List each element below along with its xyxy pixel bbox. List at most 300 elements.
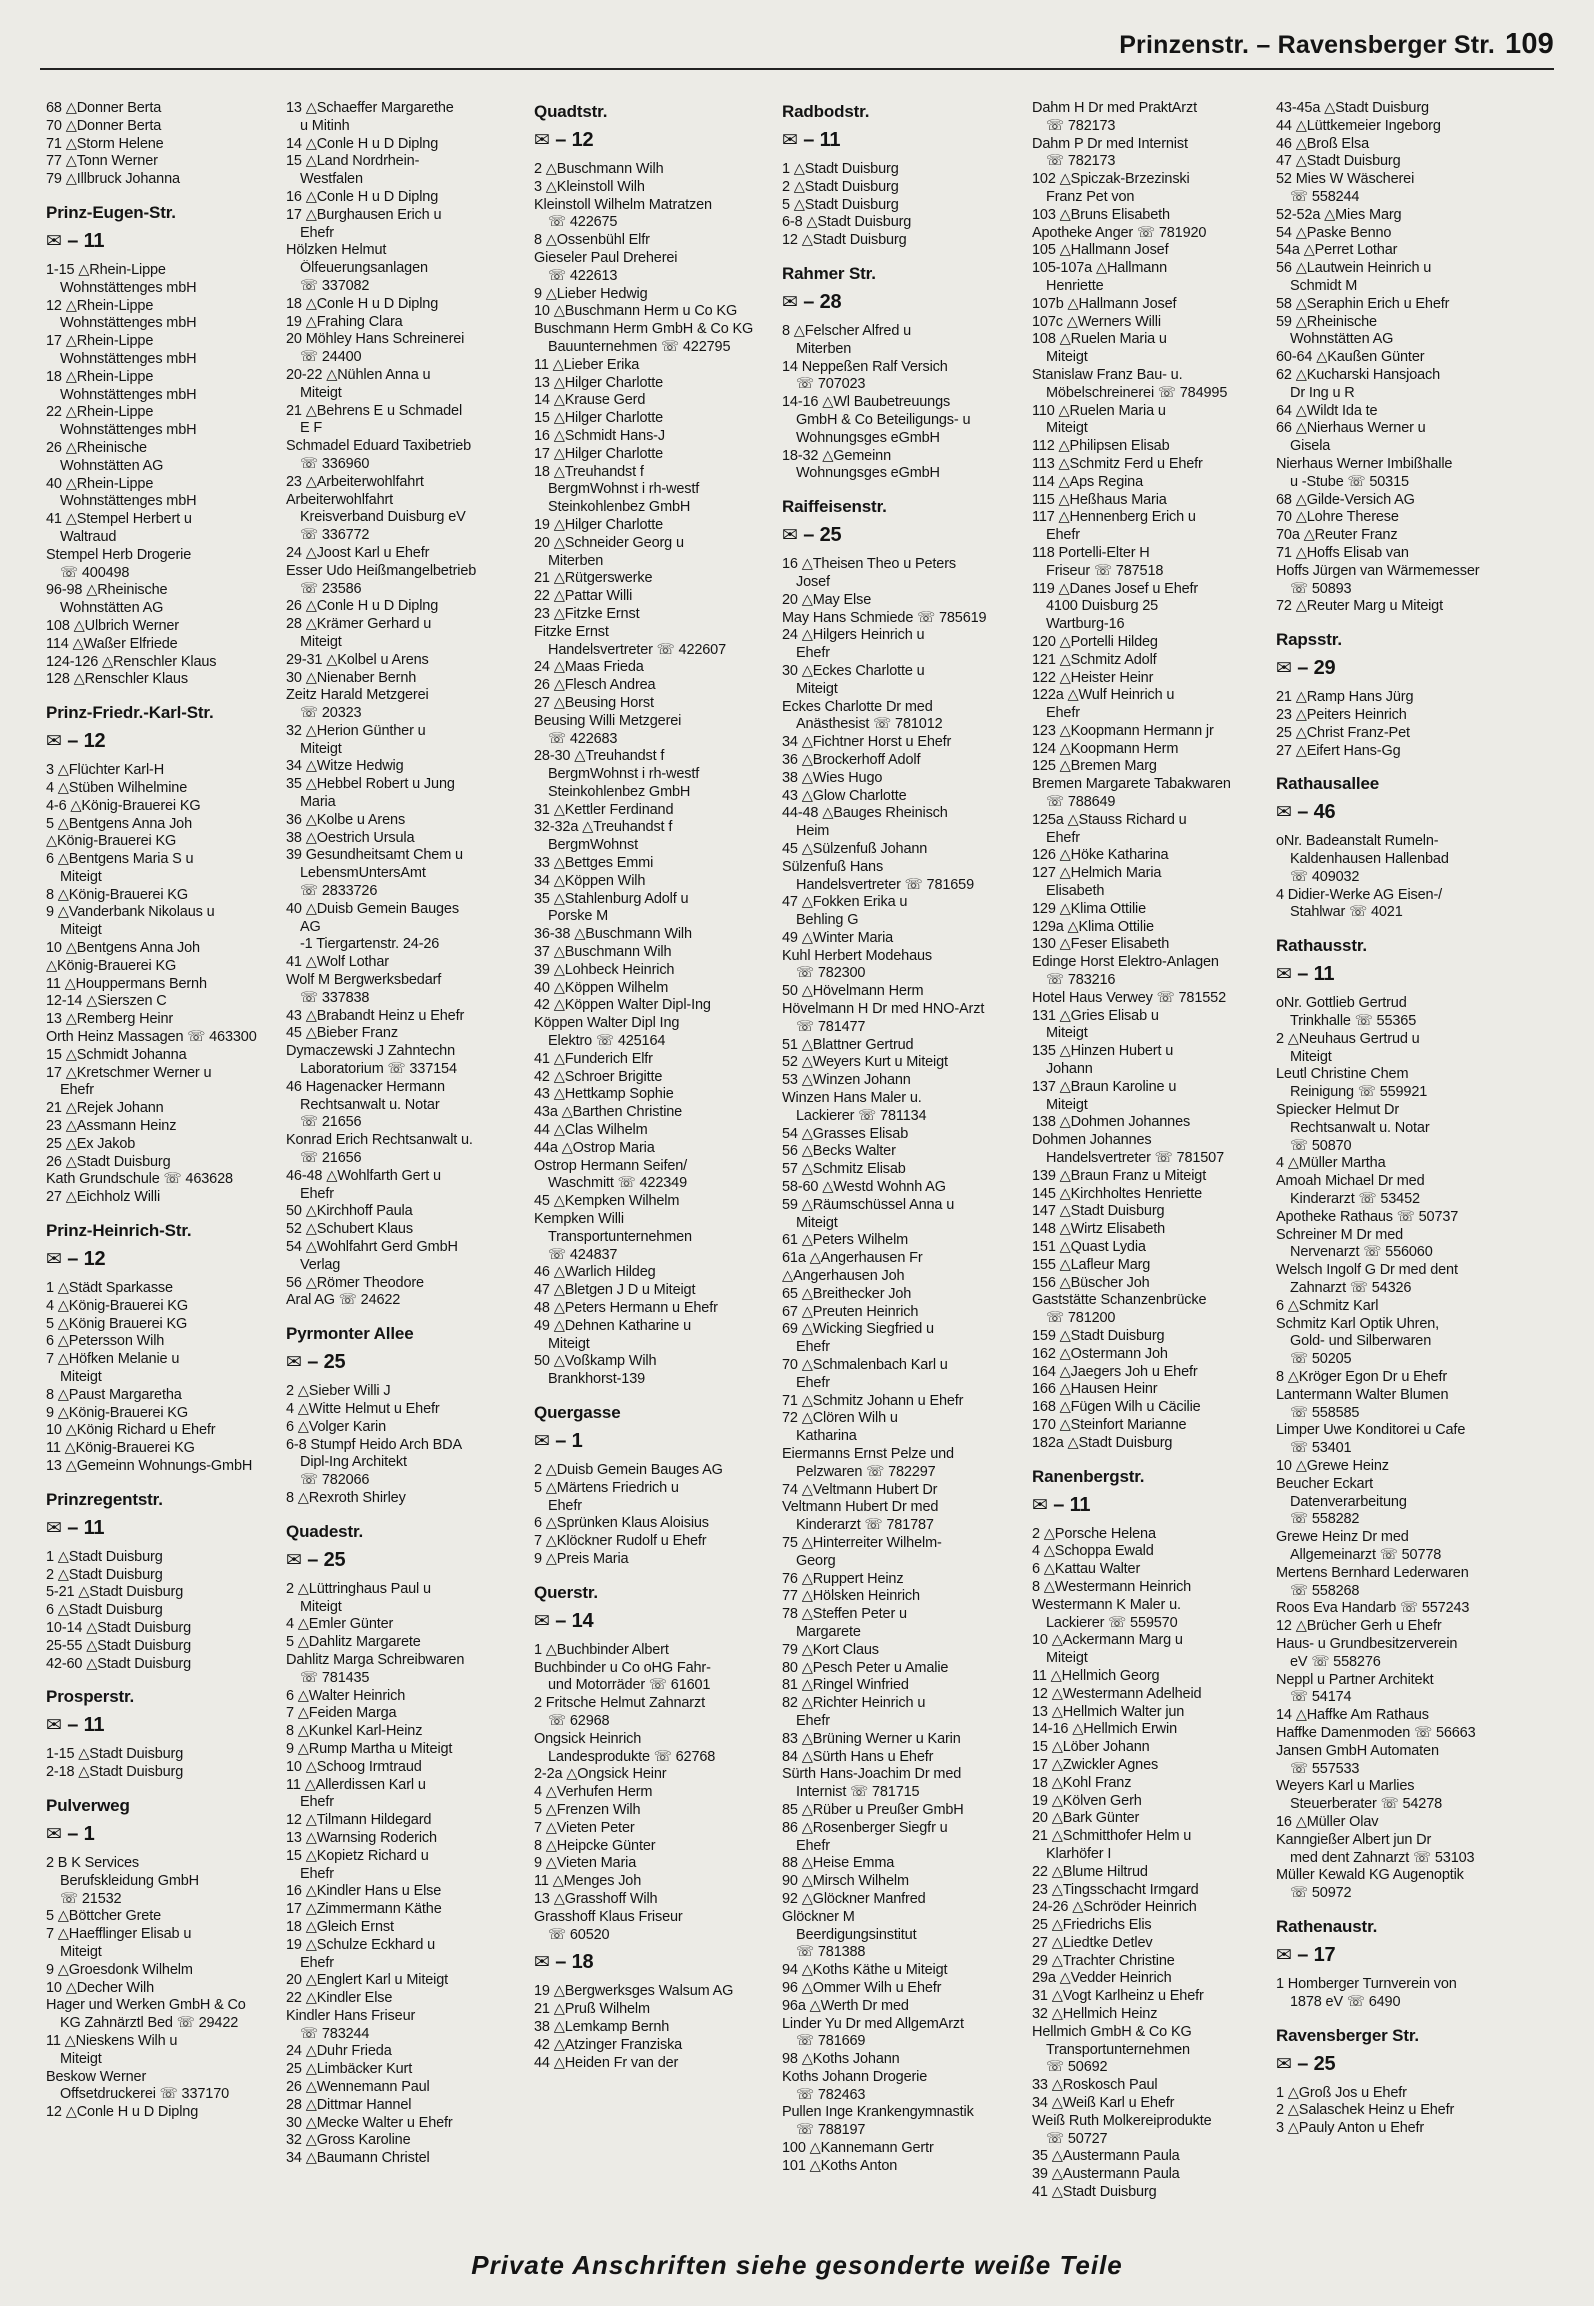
address-entry: 15 △Land Nordrhein- <box>286 153 420 170</box>
entry-continuation: Miteigt <box>796 680 838 697</box>
address-entry: 2 B K Services <box>46 1854 139 1871</box>
address-entry: Amoah Michael Dr med <box>1276 1173 1425 1190</box>
street-heading: Ravensberger Str. <box>1276 2025 1419 2045</box>
address-entry: 10 △Bentgens Anna Joh <box>46 940 200 957</box>
column-2 <box>286 100 521 2240</box>
address-entry: 3 △Flüchter Karl-H <box>46 762 165 779</box>
address-entry: 43-45a △Stadt Duisburg <box>1276 100 1429 116</box>
entry-continuation: Miteigt <box>300 633 342 650</box>
address-entry: 79 △Kort Claus <box>782 1641 879 1658</box>
entry-continuation: Steinkohlenbez GmbH <box>548 783 691 800</box>
address-entry: Beucher Eckart <box>1276 1475 1374 1492</box>
address-entry: 5-21 △Stadt Duisburg <box>46 1584 184 1601</box>
entry-continuation: ☏ 62968 <box>548 1712 610 1729</box>
address-entry: 122 △Heister Heinr <box>1032 669 1154 686</box>
address-entry: 10 △Grewe Heinz <box>1276 1458 1389 1474</box>
address-entry: 28-30 △Treuhandst f <box>534 748 665 765</box>
address-entry: 11 △Nieskens Wilh u <box>46 2032 178 2049</box>
entry-continuation: Lackierer ☏ 781134 <box>796 1107 927 1124</box>
address-entry: Buchbinder u Co oHG Fahr- <box>534 1659 711 1676</box>
street-heading: Radbodstr. <box>782 102 870 121</box>
entry-continuation: ☏ 50692 <box>1046 2059 1108 2076</box>
entry-continuation: Laboratorium ☏ 337154 <box>300 1061 457 1078</box>
address-entry: 11 △Houppermans Bernh <box>46 975 207 992</box>
postal-district: ✉ – 25 <box>1276 2052 1336 2075</box>
address-entry: 34 △Fichtner Horst u Ehefr <box>782 734 952 751</box>
postal-district: ✉ – 11 <box>46 1516 105 1539</box>
address-entry: 155 △Lafleur Marg <box>1032 1256 1151 1273</box>
address-entry: 4 △Witte Helmut u Ehefr <box>286 1400 440 1417</box>
address-entry: May Hans Schmiede ☏ 785619 <box>782 609 987 626</box>
postal-district: ✉ – 25 <box>286 1548 346 1571</box>
address-entry: 26 △Stadt Duisburg <box>46 1153 171 1170</box>
address-entry: 4 Didier-Werke AG Eisen-/ <box>1276 886 1443 903</box>
street-heading: Rathenaustr. <box>1276 1916 1378 1936</box>
envelope-icon: ✉ <box>782 291 798 313</box>
address-entry: 6 △Stadt Duisburg <box>46 1602 163 1619</box>
entry-continuation: Miteigt <box>796 1214 838 1231</box>
address-entry: 59 △Rheinische <box>1276 313 1377 330</box>
street-heading: Quadtstr. <box>534 102 608 121</box>
address-entry: Weyers Karl u Marlies <box>1276 1778 1415 1795</box>
postal-district: ✉ – 12 <box>46 1248 106 1271</box>
address-entry: 5 △König Brauerei KG <box>46 1315 188 1332</box>
address-entry: 23 △Tingsschacht Irmgard <box>1032 1881 1199 1898</box>
postal-district: ✉ – 1 <box>46 1822 95 1845</box>
address-entry: Hotel Haus Verwey ☏ 781552 <box>1032 989 1226 1006</box>
entry-continuation: Ehefr <box>300 1185 334 1202</box>
entry-continuation: Dr Ing u R <box>1290 384 1355 401</box>
address-entry: 11 △Menges Joh <box>534 1873 642 1890</box>
address-entry: 21 △Behrens E u Schmadel <box>286 402 463 419</box>
address-entry: 72 △Clören Wilh u <box>782 1410 898 1427</box>
address-entry: 30 △Mecke Walter u Ehefr <box>286 2114 453 2131</box>
address-entry: 7 △Höfken Melanie u <box>46 1351 180 1368</box>
footer-note: Private Anschriften siehe gesonderte weiße Teile <box>471 2250 1123 2280</box>
address-entry: 7 △Vieten Peter <box>534 1819 635 1836</box>
address-entry: 50 △Voßkamp Wilh <box>534 1353 657 1370</box>
address-entry: 1 △Stadt Duisburg <box>46 1548 163 1565</box>
entry-continuation: ☏ 50972 <box>1290 1885 1352 1902</box>
address-entry: 151 △Quast Lydia <box>1032 1239 1146 1255</box>
entry-continuation: Elisabeth <box>1046 883 1105 900</box>
address-entry: 25 △Christ Franz-Pet <box>1276 724 1410 741</box>
address-entry: 54 △Grasses Elisab <box>782 1125 909 1142</box>
address-entry: 52 △Weyers Kurt u Miteigt <box>782 1054 948 1071</box>
address-entry: 66 △Nierhaus Werner u <box>1276 420 1426 437</box>
address-entry: 40 △Rhein-Lippe <box>46 475 154 492</box>
street-heading: Rathausstr. <box>1276 936 1367 956</box>
street-heading: Ranenbergstr. <box>1032 1466 1145 1486</box>
address-entry: 9 △Preis Maria <box>534 1550 629 1567</box>
entry-continuation: Brankhorst-139 <box>548 1371 646 1388</box>
entry-continuation: ☏ 53401 <box>1290 1440 1352 1457</box>
entry-continuation: Miteigt <box>60 868 102 885</box>
address-entry: 62 △Kucharski Hansjoach <box>1276 366 1441 383</box>
address-entry: 21 △Schmitthofer Helm u <box>1032 1828 1192 1845</box>
address-entry: 32 △Gross Karoline <box>286 2132 411 2149</box>
address-entry: 34 △Köppen Wilh <box>534 872 646 889</box>
address-entry: 26 △Flesch Andrea <box>534 677 656 694</box>
address-entry: 18-32 △Gemeinn <box>782 447 892 464</box>
entry-continuation: Gold- und Silberwaren <box>1290 1333 1432 1350</box>
address-entry: 32 △Hellmich Heinz <box>1032 2006 1158 2023</box>
postal-district: ✉ – 28 <box>782 290 842 313</box>
entry-continuation: Rechtsanwalt u. Notar <box>300 1096 440 1113</box>
address-entry: 168 △Fügen Wilh u Cäcilie <box>1032 1399 1201 1416</box>
address-entry: 17 △Zwickler Agnes <box>1032 1756 1159 1773</box>
entry-continuation: Wohnstättenges mbH <box>60 422 197 439</box>
entry-continuation: Nervenarzt ☏ 556060 <box>1290 1244 1433 1261</box>
entry-continuation: ☏ 337838 <box>300 989 370 1006</box>
entry-continuation: Friseur ☏ 787518 <box>1046 562 1164 579</box>
address-entry: 48 △Peters Hermann u Ehefr <box>534 1300 718 1316</box>
address-entry: 12 △Rhein-Lippe <box>46 297 154 314</box>
address-entry: 85 △Rüber u Preußer GmbH <box>782 1801 964 1818</box>
address-entry: 6 △Volger Karin <box>286 1418 386 1435</box>
address-entry: 5 △Böttcher Grete <box>46 1908 161 1925</box>
entry-continuation: Rechtsanwalt u. Notar <box>1290 1119 1430 1136</box>
address-entry: Lantermann Walter Blumen <box>1276 1386 1449 1403</box>
address-entry: 15 △Hilger Charlotte <box>534 410 664 427</box>
column-1 <box>46 100 281 2240</box>
address-entry: 12 △Brücher Gerh u Ehefr <box>1276 1618 1442 1635</box>
column-3 <box>534 100 769 2240</box>
address-entry: 4 △König-Brauerei KG <box>46 1297 188 1314</box>
address-entry: 18 △Gleich Ernst <box>286 1918 394 1935</box>
address-entry: 34 △Weiß Karl u Ehefr <box>1032 2095 1175 2112</box>
address-entry: 129 △Klima Ottilie <box>1032 900 1147 917</box>
address-entry: 52 △Schubert Klaus <box>286 1221 413 1238</box>
address-entry: 2-18 △Stadt Duisburg <box>46 1764 184 1781</box>
address-entry: 9 △Rump Martha u Miteigt <box>286 1740 453 1757</box>
address-entry: Linder Yu Dr med AllgemArzt <box>782 2015 964 2032</box>
address-entry: Apotheke Anger ☏ 781920 <box>1032 224 1207 241</box>
address-entry: 42-60 △Stadt Duisburg <box>46 1655 192 1672</box>
entry-continuation: ☏ 558244 <box>1290 188 1360 205</box>
address-entry: 1-15 △Rhein-Lippe <box>46 261 166 278</box>
address-entry: 72 △Reuter Marg u Miteigt <box>1276 598 1443 615</box>
entry-continuation: Klarhöfer I <box>1046 1845 1112 1862</box>
entry-continuation: Maria <box>300 794 336 811</box>
address-entry: 16 △Müller Olav <box>1276 1813 1379 1830</box>
address-entry: 20 △Englert Karl u Miteigt <box>286 1972 448 1989</box>
entry-continuation: Wohnstättenges mbH <box>60 493 197 510</box>
address-entry: 75 △Hinterreiter Wilhelm- <box>782 1534 942 1551</box>
address-entry: Wolf M Bergwerksbedarf <box>286 972 442 989</box>
address-entry: Dahm P Dr med Internist <box>1032 135 1188 152</box>
address-entry: Köppen Walter Dipl Ing <box>534 1015 680 1032</box>
address-entry: 39 △Lohbeck Heinrich <box>534 961 675 978</box>
entry-continuation: ☏ 21656 <box>300 1114 362 1131</box>
address-entry: Limper Uwe Konditorei u Cafe <box>1276 1422 1466 1439</box>
address-entry: 42 △Köppen Walter Dipl-Ing <box>534 997 711 1014</box>
entry-continuation: ☏ 54174 <box>1290 1689 1352 1706</box>
address-entry: 114 △Waßer Elfriede <box>46 635 178 652</box>
entry-continuation: ☏ 783244 <box>300 2025 370 2042</box>
entry-continuation: ☏ 781435 <box>300 1669 370 1686</box>
postal-district: ✉ – 14 <box>534 1609 594 1632</box>
envelope-icon: ✉ <box>1276 2053 1292 2075</box>
entry-continuation: Ehefr <box>796 1339 830 1356</box>
street-range: Prinzenstr. – Ravensberger Str. <box>1119 31 1495 59</box>
address-entry: 182a △Stadt Duisburg <box>1032 1434 1173 1451</box>
entry-continuation: LebensmUntersAmt <box>300 865 426 882</box>
address-entry: 124-126 △Renschler Klaus <box>46 653 217 670</box>
address-entry: 6-8 Stumpf Heido Arch BDA <box>286 1436 462 1453</box>
address-entry: 105 △Hallmann Josef <box>1032 242 1169 259</box>
address-entry: 128 △Renschler Klaus <box>46 671 188 688</box>
address-entry: 2 △Sieber Willi J <box>286 1383 391 1400</box>
entry-continuation: Georg <box>796 1552 836 1569</box>
address-entry: 18 △Rhein-Lippe <box>46 368 154 385</box>
address-entry: 58-60 △Westd Wohnh AG <box>782 1179 946 1196</box>
address-entry: 42 △Atzinger Franziska <box>534 2036 683 2053</box>
address-entry: 23 △Arbeiterwohlfahrt <box>286 473 424 490</box>
address-entry: 2 △Buschmann Wilh <box>534 161 664 177</box>
address-entry: 44 △Clas Wilhelm <box>534 1122 648 1139</box>
address-entry: 19 △Hilger Charlotte <box>534 516 664 533</box>
address-entry: Glöckner M <box>782 1908 855 1925</box>
entry-continuation: ☏ 783216 <box>1046 972 1116 989</box>
entry-continuation: Beerdigungsinstitut <box>796 1926 917 1943</box>
address-entry: 126 △Höke Katharina <box>1032 847 1169 864</box>
address-entry: 6 △Schmitz Karl <box>1276 1297 1379 1314</box>
address-entry: 54a △Perret Lothar <box>1276 242 1398 259</box>
envelope-icon: ✉ <box>1276 1944 1292 1966</box>
postal-district: ✉ – 29 <box>1276 657 1336 680</box>
address-entry: 1 Homberger Turnverein von <box>1276 1975 1457 1992</box>
address-entry: 36 △Brockerhoff Adolf <box>782 751 921 768</box>
address-entry: 32 △Herion Günther u <box>286 722 426 739</box>
entry-continuation: Bauunternehmen ☏ 422795 <box>548 338 731 355</box>
address-entry: 44-48 △Bauges Rheinisch <box>782 805 948 822</box>
entry-continuation: BergmWohnst i rh-westf <box>548 766 700 783</box>
entry-continuation: Lackierer ☏ 559570 <box>1046 1614 1178 1631</box>
address-entry: 23 △Fitzke Ernst <box>534 605 640 622</box>
address-entry: Dohmen Johannes <box>1032 1132 1152 1149</box>
address-entry: 138 △Dohmen Johannes <box>1032 1114 1191 1131</box>
address-entry: 14 △Conle H u D Diplng <box>286 135 439 152</box>
address-entry: Bremen Margarete Tabakwaren <box>1032 776 1231 793</box>
address-entry: 80 △Pesch Peter u Amalie <box>782 1659 949 1676</box>
entry-continuation: ☏ 400498 <box>60 564 130 581</box>
entry-continuation: Handelsvertreter ☏ 781507 <box>1046 1150 1225 1167</box>
address-entry: 46-48 △Wohlfarth Gert u <box>286 1167 441 1184</box>
address-entry: 13 △Grasshoff Wilh <box>534 1890 658 1907</box>
address-entry: 13 △Remberg Heinr <box>46 1011 174 1028</box>
entry-continuation: BergmWohnst i rh-westf <box>548 481 700 498</box>
street-heading: Prinzregentstr. <box>46 1489 163 1509</box>
entry-continuation: Wohnstättenges mbH <box>60 350 197 367</box>
entry-continuation: Berufskleidung GmbH <box>60 1872 199 1889</box>
address-entry: 28 △Dittmar Hannel <box>286 2096 412 2113</box>
address-entry: 17 △Zimmermann Käthe <box>286 1901 442 1918</box>
address-entry: Weiß Ruth Molkereiprodukte <box>1032 2112 1212 2129</box>
address-entry: 1 △Städt Sparkasse <box>46 1280 173 1297</box>
address-entry: Kleinstoll Wilhelm Matratzen <box>534 196 712 213</box>
address-entry: 18 △Treuhandst f <box>534 463 644 480</box>
address-entry: 18 △Kohl Franz <box>1032 1774 1132 1791</box>
entry-continuation: KG Zahnärztl Bed ☏ 29422 <box>60 2015 239 2032</box>
entry-continuation: Möbelschreinerei ☏ 784995 <box>1046 384 1228 401</box>
address-entry: Mertens Bernhard Lederwaren <box>1276 1564 1469 1581</box>
address-entry: 16 △Conle H u D Diplng <box>286 188 439 205</box>
address-entry: 9 △König-Brauerei KG <box>46 1404 188 1421</box>
address-entry: Schmitz Karl Optik Uhren, <box>1276 1315 1440 1332</box>
entry-continuation: AG <box>300 918 321 935</box>
address-entry: 5 △Dahlitz Margarete <box>286 1634 421 1651</box>
entry-continuation: Wohnstättenges mbH <box>60 279 197 296</box>
address-entry: 22 △Blume Hiltrud <box>1032 1863 1148 1880</box>
address-entry: 17 △Kretschmer Werner u <box>46 1064 212 1081</box>
entry-continuation: Ehefr <box>300 1865 334 1882</box>
address-entry: 11 △König-Brauerei KG <box>46 1440 195 1457</box>
entry-continuation: ☏ 24400 <box>300 349 362 366</box>
postal-district: ✉ – 46 <box>1276 801 1336 824</box>
address-entry: 8 △Rexroth Shirley <box>286 1489 406 1506</box>
address-entry: 44a △Ostrop Maria <box>534 1139 655 1156</box>
street-heading: Prosperstr. <box>46 1687 135 1707</box>
entry-continuation: Behling G <box>796 912 859 929</box>
page-title <box>1119 28 1554 61</box>
address-entry: 59 △Räumschüssel Anna u <box>782 1196 955 1213</box>
address-entry: 6 △Walter Heinrich <box>286 1687 406 1704</box>
address-entry: 74 △Veltmann Hubert Dr <box>782 1481 938 1498</box>
address-entry: Kuhl Herbert Modehaus <box>782 947 932 964</box>
address-entry: 13 △Hellmich Walter jun <box>1032 1703 1185 1720</box>
address-entry: 15 △Kopietz Richard u <box>286 1847 429 1864</box>
address-entry: Pullen Inge Krankengymnastik <box>782 2104 974 2121</box>
entry-continuation: Kinderarzt ☏ 53452 <box>1290 1191 1420 1208</box>
entry-continuation: Wohnungsges eGmbH <box>796 465 940 482</box>
address-entry: 49 △Dehnen Katharine u <box>534 1317 691 1334</box>
address-entry: 52-52a △Mies Marg <box>1276 206 1402 223</box>
address-entry: 47 △Stadt Duisburg <box>1276 153 1401 170</box>
address-entry: 16 △Kindler Hans u Else <box>286 1883 442 1900</box>
postal-district: ✉ – 11 <box>1032 1493 1091 1516</box>
address-entry: 2 △Lüttringhaus Paul u <box>286 1580 431 1597</box>
postal-district: ✉ – 25 <box>286 1351 346 1374</box>
address-entry: 110 △Ruelen Maria u <box>1032 402 1166 419</box>
address-entry: 56 △Becks Walter <box>782 1143 896 1160</box>
address-entry: Beusing Willi Metzgerei <box>534 712 682 729</box>
address-entry: Zeitz Harald Metzgerei <box>286 687 429 704</box>
address-entry: 83 △Brüning Werner u Karin <box>782 1730 961 1747</box>
address-entry: 19 △Schulze Eckhard u <box>286 1936 436 1953</box>
entry-continuation: Internist ☏ 781715 <box>796 1784 920 1801</box>
entry-continuation: Ehefr <box>548 1497 582 1514</box>
page-number: 109 <box>1505 28 1554 60</box>
entry-continuation: ☏ 707023 <box>796 376 866 393</box>
address-entry: 8 △Felscher Alfred u <box>782 322 912 339</box>
listing-columns <box>46 100 1546 2240</box>
address-entry: 71 △Storm Helene <box>46 135 164 152</box>
address-entry: 43a △Barthen Christine <box>534 1104 683 1121</box>
entry-continuation: ☏ 422683 <box>548 730 618 747</box>
address-entry: 70 △Lohre Therese <box>1276 509 1399 526</box>
address-entry: 98 △Koths Johann <box>782 2051 900 2068</box>
entry-continuation: Miteigt <box>60 1369 102 1386</box>
entry-continuation: Wohnstättenges mbH <box>60 386 197 403</box>
address-entry: 147 △Stadt Duisburg <box>1032 1203 1165 1220</box>
address-entry: 19 △Frahing Clara <box>286 313 403 330</box>
entry-continuation: Miteigt <box>300 384 342 401</box>
address-entry: Roos Eva Handarb ☏ 557243 <box>1276 1600 1470 1617</box>
entry-continuation: Wohnstättenges mbH <box>60 315 197 332</box>
address-entry: 31 △Vogt Karlheinz u Ehefr <box>1032 1988 1204 2005</box>
address-entry: 10 △König Richard u Ehefr <box>46 1422 216 1439</box>
envelope-icon: ✉ <box>1032 1494 1048 1516</box>
entry-continuation: Ehefr <box>796 1374 830 1391</box>
envelope-icon: ✉ <box>1276 802 1292 824</box>
address-entry: Dymaczewski J Zahntechn <box>286 1043 455 1060</box>
address-entry: 86 △Rosenberger Siegfr u <box>782 1819 948 1836</box>
entry-continuation: Steuerberater ☏ 54278 <box>1290 1796 1443 1813</box>
address-entry: 19 △Bergwerksges Walsum AG <box>534 1983 734 2000</box>
address-entry: 25 △Friedrichs Elis <box>1032 1917 1152 1934</box>
address-entry: 105-107a △Hallmann <box>1032 260 1168 277</box>
entry-continuation: Miteigt <box>1046 349 1088 366</box>
address-entry: 94 △Koths Käthe u Miteigt <box>782 1962 948 1979</box>
address-entry: 6 △Sprünken Klaus Aloisius <box>534 1515 709 1532</box>
address-entry: 15 △Löber Johann <box>1032 1739 1150 1756</box>
address-entry: 12-14 △Sierszen C <box>46 993 167 1010</box>
entry-continuation: ☏ 558268 <box>1290 1582 1360 1599</box>
address-entry: 53 △Winzen Johann <box>782 1072 911 1089</box>
entry-continuation: Miteigt <box>1046 1096 1088 1113</box>
address-entry: 159 △Stadt Duisburg <box>1032 1327 1165 1344</box>
address-entry: 12 △Tilmann Hildegard <box>286 1812 432 1829</box>
street-heading: Prinz-Heinrich-Str. <box>46 1221 192 1241</box>
address-entry: 25 △Limbäcker Kurt <box>286 2061 413 2078</box>
address-entry: 118 Portelli-Elter H <box>1032 544 1150 561</box>
address-entry: 2 △Duisb Gemein Bauges AG <box>534 1461 723 1478</box>
address-entry: 68 △Gilde-Versich AG <box>1276 491 1415 508</box>
entry-continuation: Miteigt <box>1046 1650 1088 1667</box>
address-entry: 4-6 △König-Brauerei KG <box>46 797 201 814</box>
column-5 <box>1032 100 1267 2240</box>
address-entry: 103 △Bruns Elisabeth <box>1032 206 1170 223</box>
entry-continuation: eV ☏ 558276 <box>1290 1653 1381 1670</box>
envelope-icon: ✉ <box>534 130 550 151</box>
address-entry: Dahm H Dr med PraktArzt <box>1032 100 1197 116</box>
entry-continuation: Ehefr <box>300 224 334 241</box>
address-entry: 6-8 △Stadt Duisburg <box>782 214 912 231</box>
address-entry: Aral AG ☏ 24622 <box>286 1292 401 1309</box>
address-entry: Fitzke Ernst <box>534 623 609 640</box>
address-entry: 9 △Groesdonk Wilhelm <box>46 1961 193 1978</box>
envelope-icon: ✉ <box>46 1249 62 1271</box>
address-entry: 8 △Westermann Heinrich <box>1032 1578 1192 1595</box>
address-entry: Winzen Hans Maler u. <box>782 1090 922 1107</box>
address-entry: 170 △Steinfort Marianne <box>1032 1416 1187 1433</box>
entry-continuation: ☏ 422675 <box>548 214 618 231</box>
address-entry: Eckes Charlotte Dr med <box>782 698 933 715</box>
address-entry: Gieseler Paul Dreherei <box>534 249 678 266</box>
address-entry: 77 △Tonn Werner <box>46 153 158 170</box>
postal-district: ✉ – 11 <box>782 129 841 151</box>
address-entry: Leutl Christine Chem <box>1276 1066 1409 1083</box>
entry-continuation: Heim <box>796 823 830 840</box>
entry-continuation: Waltraud <box>60 528 117 545</box>
address-entry: 2 △Salaschek Heinz u Ehefr <box>1276 2102 1455 2119</box>
envelope-icon: ✉ <box>782 525 798 547</box>
address-entry: 10-14 △Stadt Duisburg <box>46 1619 192 1636</box>
address-entry: Kanngießer Albert jun Dr <box>1276 1831 1432 1848</box>
address-entry: Kindler Hans Friseur <box>286 2007 416 2024</box>
address-entry: 45 △Kempken Wilhelm <box>534 1193 680 1210</box>
